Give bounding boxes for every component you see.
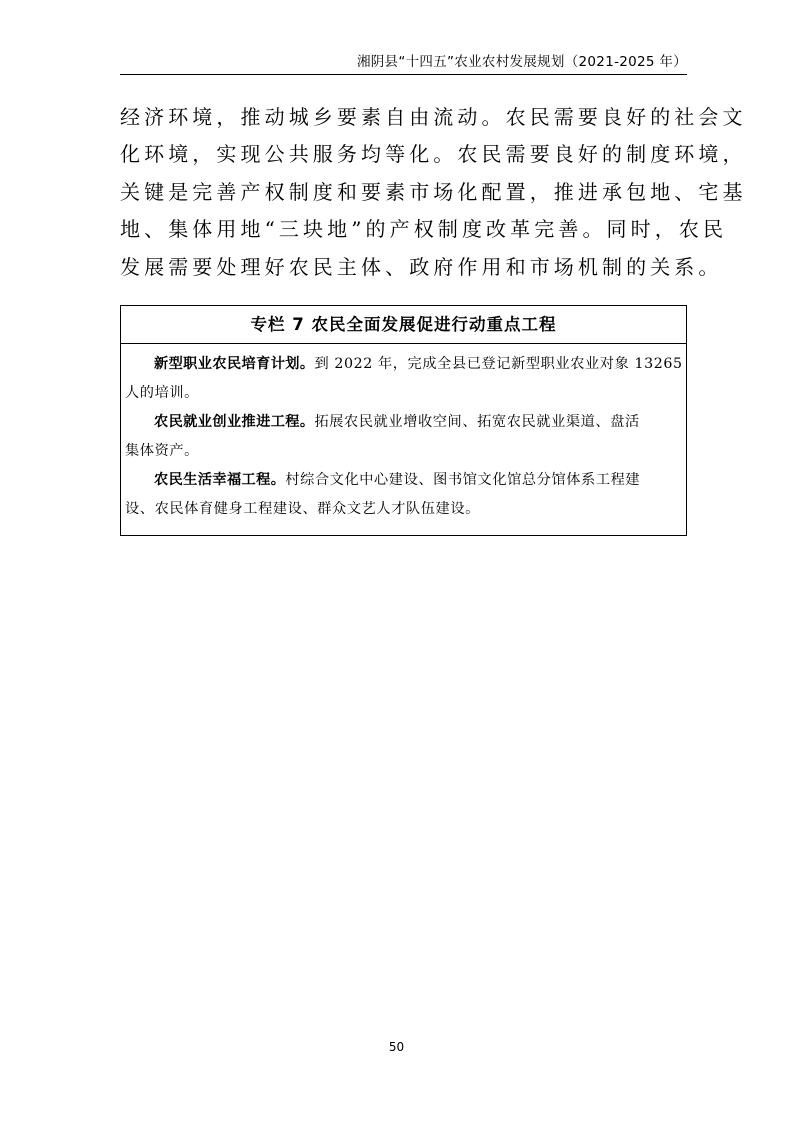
item-first-line: [125, 350, 683, 379]
item-first-line: [125, 466, 683, 495]
item-heading: 农民生活幸福工程。: [154, 472, 286, 488]
item-continuation: 集体资产。: [125, 443, 199, 459]
item-first-line: [125, 408, 683, 437]
paragraph-line: 关键是完善产权制度和要素市场化配置，推进承包地、宅基: [120, 179, 747, 204]
item-text: 到 2022 年，完成全县已登记新型职业农业对象 13265: [314, 356, 683, 372]
feature-box: [120, 305, 687, 536]
header-rule: [120, 74, 687, 75]
page-number: 50: [388, 1040, 405, 1054]
feature-box-title: 专栏 7 农民全面发展促进行动重点工程: [121, 306, 686, 344]
paragraph-line: 经济环境，推动城乡要素自由流动。农民需要良好的社会文: [120, 105, 747, 129]
item-continuation: 设、农民体育健身工程建设、群众文艺人才队伍建设。: [125, 501, 480, 517]
list-item: [125, 408, 683, 466]
paragraph-line: 化环境，实现公共服务均等化。农民需要良好的制度环境，: [120, 142, 747, 167]
body-paragraph: [120, 99, 747, 286]
paragraph-line: 地、集体用地“三块地”的产权制度改革完善。同时，农民: [120, 217, 728, 242]
running-header: 湘阴县“十四五”农业农村发展规划（2021-2025 年）: [356, 54, 687, 70]
item-heading: 农民就业创业推进工程。: [154, 414, 315, 430]
item-text: 拓展农民就业增收空间、拓宽农民就业渠道、盘活: [314, 414, 640, 430]
item-text: 村综合文化中心建设、图书馆文化馆总分馆体系工程建: [285, 472, 641, 488]
list-item: [125, 466, 683, 524]
list-item: [125, 350, 683, 408]
item-heading: 新型职业农民培育计划。: [154, 356, 315, 372]
feature-box-body: [121, 344, 686, 524]
item-continuation: 人的培训。: [125, 385, 199, 401]
paragraph-line: 发展需要处理好农民主体、政府作用和市场机制的关系。: [120, 254, 723, 279]
